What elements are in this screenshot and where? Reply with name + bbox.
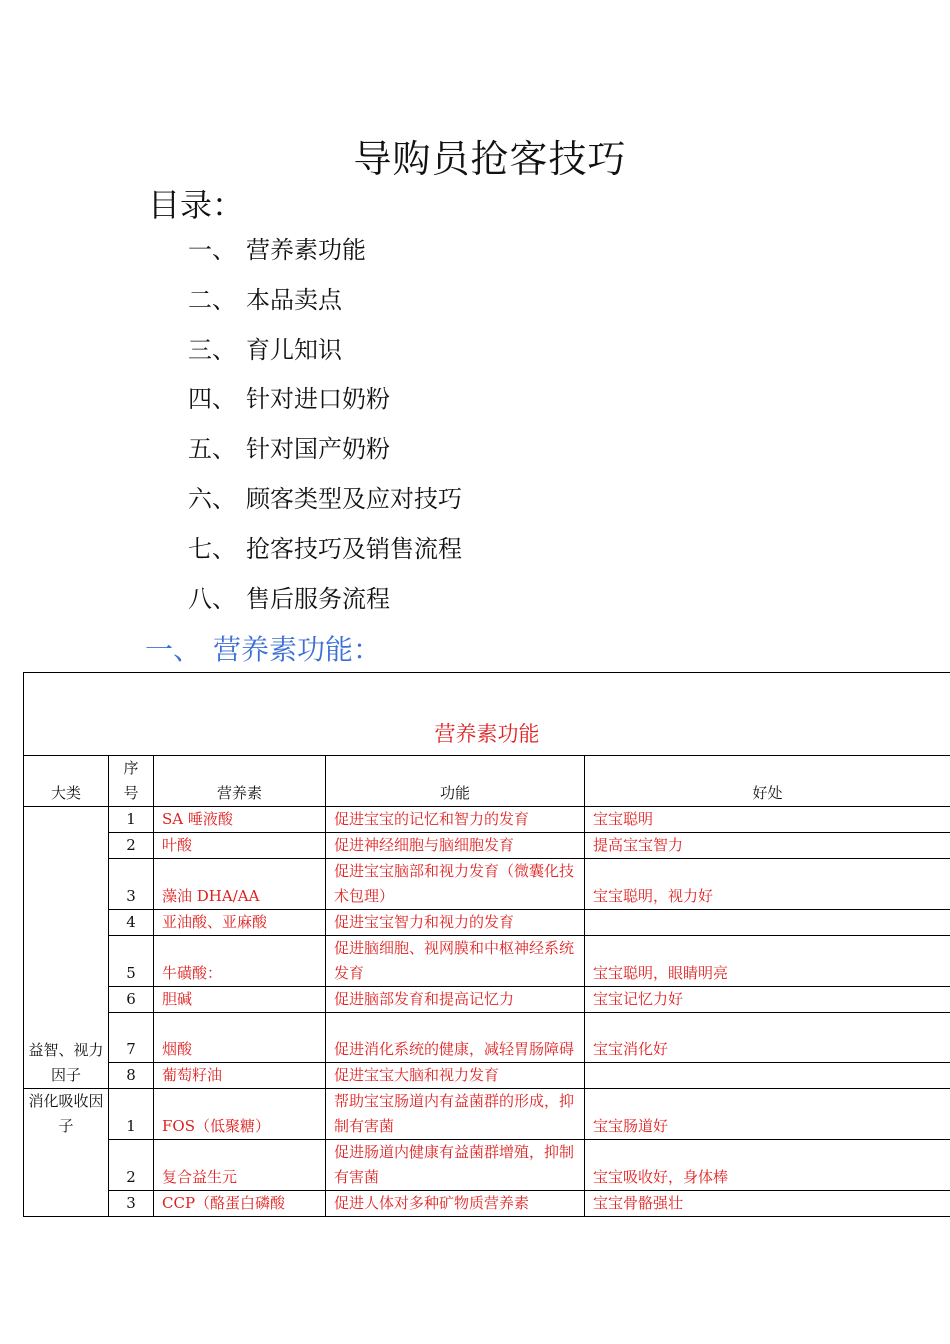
row-function: 促进肠道内健康有益菌群增殖，抑制有害菌 bbox=[326, 1140, 585, 1191]
row-function: 促进宝宝的记忆和智力的发育 bbox=[326, 807, 585, 833]
row-nutrient: FOS（低聚糖） bbox=[154, 1089, 326, 1140]
table-row bbox=[24, 807, 950, 833]
row-function: 促进脑细胞、视网膜和中枢神经系统发育 bbox=[326, 936, 585, 987]
table-caption: 营养素功能 bbox=[24, 673, 950, 756]
table-row bbox=[24, 833, 950, 859]
row-function: 促进宝宝大脑和视力发育 bbox=[326, 1063, 585, 1089]
row-nutrient: 牛磺酸： bbox=[154, 936, 326, 987]
toc-item bbox=[188, 377, 462, 427]
toc-item bbox=[188, 477, 462, 527]
row-nutrient: SA 唾液酸 bbox=[154, 807, 326, 833]
header-category: 大类 bbox=[24, 756, 109, 807]
table-caption-row bbox=[24, 673, 950, 756]
toc-item-number: 一、 bbox=[188, 236, 236, 264]
document-title: 导购员抢客技巧 bbox=[353, 137, 627, 181]
row-index: 3 bbox=[109, 859, 154, 910]
row-benefit: 宝宝肠道好 bbox=[585, 1089, 950, 1140]
section-number: 一、 bbox=[145, 633, 202, 666]
category-cell: 益智、视力因子 bbox=[24, 807, 109, 1089]
row-index: 1 bbox=[109, 1089, 154, 1140]
toc-item-label: 本品卖点 bbox=[246, 285, 342, 314]
row-index: 2 bbox=[109, 1140, 154, 1191]
table-header-row bbox=[24, 756, 950, 807]
row-function: 促进宝宝脑部和视力发育（微囊化技术包理） bbox=[326, 859, 585, 910]
row-index: 7 bbox=[109, 1013, 154, 1063]
row-nutrient: 葡萄籽油 bbox=[154, 1063, 326, 1089]
toc-item-label: 针对进口奶粉 bbox=[246, 385, 390, 414]
row-index: 1 bbox=[109, 807, 154, 833]
row-benefit: 宝宝消化好 bbox=[585, 1013, 950, 1063]
nutrient-table bbox=[23, 672, 950, 1217]
section-title: 营养素功能： bbox=[213, 633, 382, 666]
toc-item-number: 二、 bbox=[188, 285, 236, 314]
toc-item-number: 五、 bbox=[188, 435, 236, 464]
table-of-contents bbox=[188, 228, 462, 626]
table-row bbox=[24, 1140, 950, 1191]
row-index: 8 bbox=[109, 1063, 154, 1089]
toc-item bbox=[188, 228, 462, 278]
table-row bbox=[24, 1013, 950, 1063]
row-function: 促进消化系统的健康，减轻胃肠障碍 bbox=[326, 1013, 585, 1063]
row-nutrient: 亚油酸、亚麻酸 bbox=[154, 910, 326, 936]
row-benefit: 宝宝聪明，眼睛明亮 bbox=[585, 936, 950, 987]
row-function: 帮助宝宝肠道内有益菌群的形成，抑制有害菌 bbox=[326, 1089, 585, 1140]
header-index: 序号 bbox=[109, 756, 154, 807]
row-function: 促进人体对多种矿物质营养素 bbox=[326, 1191, 585, 1217]
row-nutrient: 胆碱 bbox=[154, 987, 326, 1013]
row-benefit: 宝宝聪明，视力好 bbox=[585, 859, 950, 910]
toc-item-label: 营养素功能 bbox=[246, 236, 366, 264]
table-row bbox=[24, 987, 950, 1013]
row-index: 6 bbox=[109, 987, 154, 1013]
row-benefit bbox=[585, 910, 950, 936]
toc-item-number: 三、 bbox=[188, 335, 236, 364]
row-benefit bbox=[585, 1063, 950, 1089]
toc-item-label: 顾客类型及应对技巧 bbox=[246, 484, 462, 513]
header-benefit: 好处 bbox=[585, 756, 950, 807]
row-function: 促进脑部发育和提高记忆力 bbox=[326, 987, 585, 1013]
toc-item bbox=[188, 278, 462, 328]
row-nutrient: 复合益生元 bbox=[154, 1140, 326, 1191]
row-index: 5 bbox=[109, 936, 154, 987]
toc-item-label: 育儿知识 bbox=[246, 335, 342, 364]
toc-item bbox=[188, 577, 462, 627]
table-row bbox=[24, 1089, 950, 1140]
row-index: 2 bbox=[109, 833, 154, 859]
toc-item bbox=[188, 427, 462, 477]
row-benefit: 宝宝聪明 bbox=[585, 807, 950, 833]
table-row bbox=[24, 1063, 950, 1089]
row-benefit: 提高宝宝智力 bbox=[585, 833, 950, 859]
table-row bbox=[24, 1191, 950, 1217]
toc-item-number: 四、 bbox=[188, 385, 236, 414]
row-function: 促进宝宝智力和视力的发育 bbox=[326, 910, 585, 936]
toc-item-number: 六、 bbox=[188, 484, 236, 513]
toc-item bbox=[188, 527, 462, 577]
header-function: 功能 bbox=[326, 756, 585, 807]
row-index: 4 bbox=[109, 910, 154, 936]
toc-item-number: 八、 bbox=[188, 584, 236, 613]
row-benefit: 宝宝记忆力好 bbox=[585, 987, 950, 1013]
row-benefit: 宝宝吸收好，身体棒 bbox=[585, 1140, 950, 1191]
row-index: 3 bbox=[109, 1191, 154, 1217]
row-nutrient: 叶酸 bbox=[154, 833, 326, 859]
section-heading bbox=[145, 628, 381, 668]
table-row bbox=[24, 859, 950, 910]
row-benefit: 宝宝骨骼强壮 bbox=[585, 1191, 950, 1217]
row-nutrient: 藻油 DHA/AA bbox=[154, 859, 326, 910]
row-nutrient: 烟酸 bbox=[154, 1013, 326, 1063]
row-nutrient: CCP（酪蛋白磷酸 bbox=[154, 1191, 326, 1217]
toc-item-label: 抢客技巧及销售流程 bbox=[246, 534, 462, 563]
toc-item bbox=[188, 328, 462, 378]
toc-item-label: 售后服务流程 bbox=[246, 584, 390, 613]
table-row bbox=[24, 936, 950, 987]
toc-item-label: 针对国产奶粉 bbox=[246, 435, 390, 464]
header-nutrient: 营养素 bbox=[154, 756, 326, 807]
table-row bbox=[24, 910, 950, 936]
category-cell: 消化吸收因子 bbox=[24, 1089, 109, 1217]
toc-heading: 目录： bbox=[148, 186, 245, 224]
row-function: 促进神经细胞与脑细胞发育 bbox=[326, 833, 585, 859]
toc-item-number: 七、 bbox=[188, 534, 236, 563]
